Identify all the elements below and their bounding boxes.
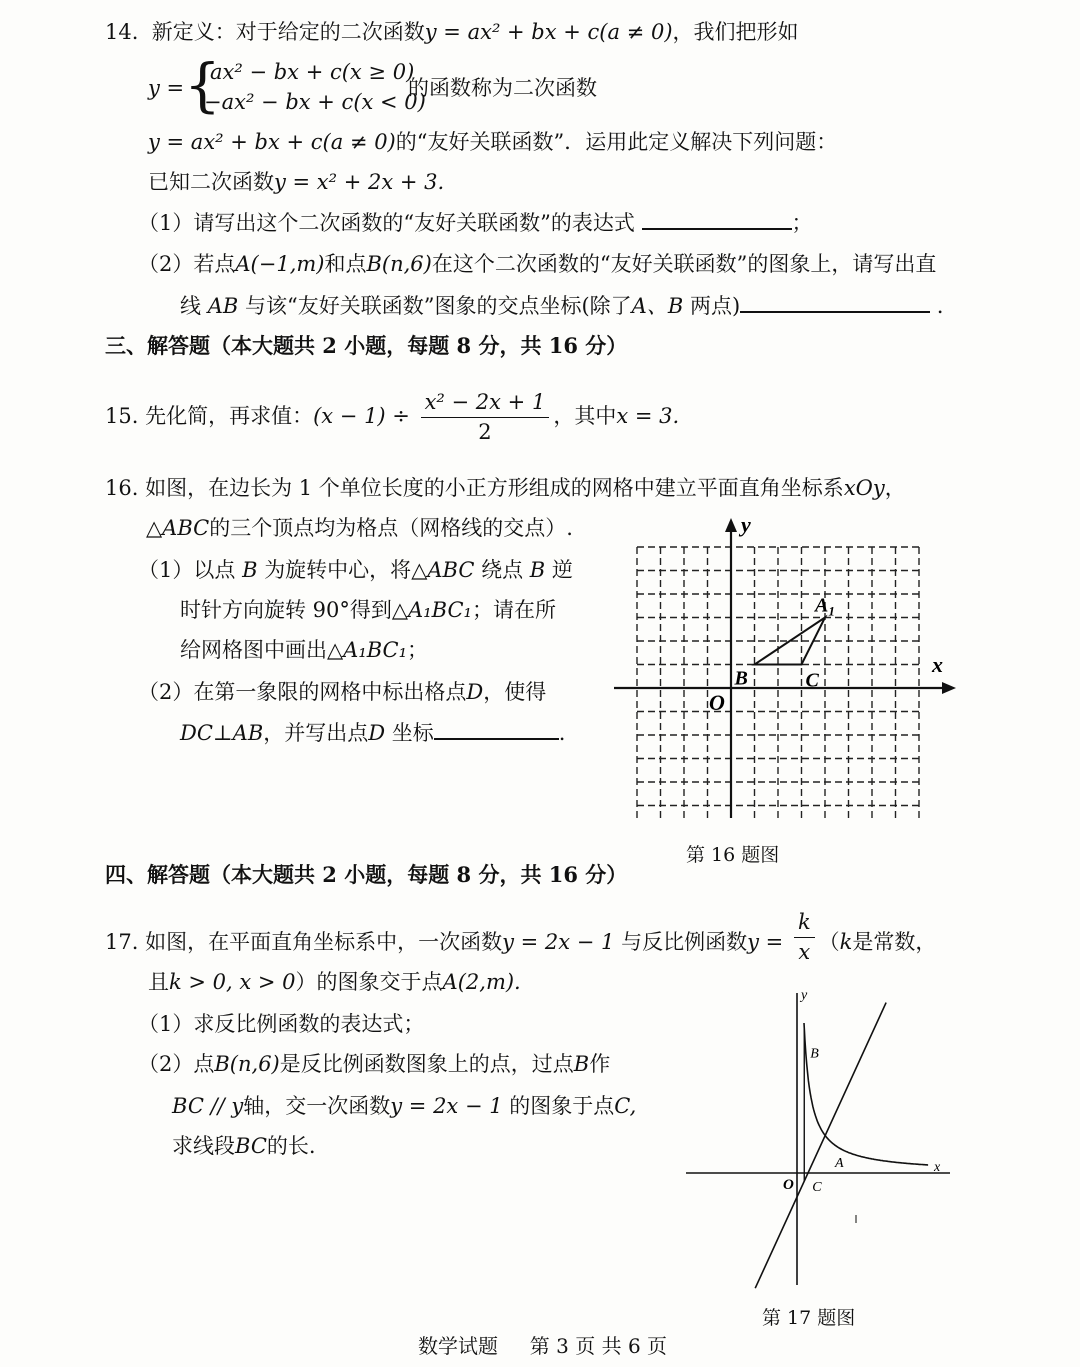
q15-cond: x = 3. [616,404,680,429]
q14-part2-answer-blank[interactable] [740,293,930,313]
q14-def-tail: 的“友好关联函数”．运用此定义解决下列问题： [395,130,838,154]
q16-l2: 的三个顶点均为格点（网格线的交点）. [209,516,573,540]
q17-frac-den: x [798,940,811,965]
q17-l1d: 是常数， [852,930,937,955]
q14-p2-g: 两点) [689,294,741,318]
q14-p2-b: 和点 [324,252,367,276]
q14-p2-f: A、B [631,294,684,318]
q16-grid [637,547,919,820]
q16-l1-xoy: xOy [843,476,885,500]
q14-line1 [105,20,799,45]
q14-part2-line2 [180,293,958,319]
q14-definition [148,130,837,155]
q17-p2-b2: B [573,1052,590,1076]
q17-figure-caption: 第 17 题图 [762,1307,856,1329]
q14-p2-e: 与该“友好关联函数”图象的交点坐标(除了 [244,294,632,318]
q17-fraction [794,910,815,965]
q17-linear-line [755,1003,886,1289]
q17-part2-line1 [138,1052,610,1077]
q16-l2-triangle: △ABC [146,516,210,540]
q16-point-b-label: B [734,667,748,690]
q17-l1b: 与反比例函数 [621,930,748,955]
section-4-heading: 四、解答题（本大题共 2 小题，每题 8 分，共 16 分） [105,862,628,887]
q15 [105,390,679,445]
q17-origin-label: O [783,1177,794,1193]
q14-p2-point-a: A(−1,m) [235,252,325,276]
q15-text: 先化简，再求值： [145,404,314,429]
q16-part1-line1 [138,558,573,583]
q14-def-formula: y = ax² + bx + c(a ≠ 0) [148,130,396,154]
q14-given-formula: y = x² + 2x + 3. [274,170,445,194]
q16-p1-b: 为旋转中心，将 [264,558,412,582]
q17-part2-line2 [172,1094,636,1119]
piecewise-case2: −ax² − bx + c(x < 0) [204,90,426,114]
q16-l1: 如图，在边长为 1 个单位长度的小正方形组成的网格中建立平面直角坐标系 [145,476,844,500]
q16-part1-line2 [180,598,556,623]
q16-p1-b-point: B [242,558,258,582]
q17-linear-fn: y = 2x − 1 [502,930,615,955]
q15-tail: ，其中 [553,404,617,429]
q14-part1-text: （1）请写出这个二次函数的“友好关联函数”的表达式 [138,211,635,235]
q14-p2-d: 线 [180,294,201,318]
q17-p2-point-c: C, [614,1094,637,1118]
q14-part2-line1 [138,252,936,277]
q17-p2-l2f: y = 2x − 1 [390,1094,503,1118]
q17-l1k: k [839,930,853,955]
q17-p2-l2b: 的图象于点 [509,1094,615,1118]
q17-y-axis-label: y [801,988,808,1003]
q15-fraction [421,390,550,445]
footer-page-number: 第 3 页 共 6 页 [529,1334,668,1358]
q16-figure [610,510,960,820]
q17-p2-l2a: 轴，交一次函数 [243,1094,391,1118]
piecewise-case1: ax² − bx + c(x ≥ 0) [210,60,415,84]
q16-p2-l2a: ，并写出点 [263,721,369,745]
q17-point-b-label: B [810,1046,819,1062]
q16-p1-l3b: ； [407,638,429,662]
q16-part1-line3 [180,638,428,663]
q17-p2-b: 是反比例函数图象上的点，过点 [279,1052,574,1076]
q17-p2-l3b: 的长. [266,1134,316,1158]
q16-p2-end: . [558,721,566,745]
piecewise-y: y = [148,76,185,100]
q16-number: 16. [105,476,139,500]
q14-given-label: 已知二次函数 [148,170,274,194]
q16-part2-line1 [138,680,546,705]
q14-p2-end: ． [936,294,958,318]
brace-icon: { [184,51,221,119]
q17-p2-bc: BC [235,1134,267,1158]
page-footer [418,1334,667,1358]
q17-part2-line3 [172,1134,316,1159]
q17-part1: （1）求反比例函数的表达式； [138,1012,425,1036]
q16-point-a-sub: 1 [828,603,835,619]
q17-x-axis-label: x [934,1160,941,1175]
q17-l2b: ）的图象交于点 [295,970,443,994]
q17-p2-l3a: 求线段 [172,1134,235,1158]
q16-p2-a: （2）在第一象限的网格中标出格点 [138,680,467,704]
q17-line2 [148,970,521,995]
q17-l1c: （ [818,930,840,955]
q14-number: 14. [105,20,139,44]
q16-p1-l2m: △A₁BC₁ [391,598,472,622]
q17-point-a-label: A [835,1156,844,1171]
q16-x-arrow-icon [942,682,956,694]
q14-intro: 新定义：对于给定的二次函数 [151,20,425,44]
q16-point-a-label [813,595,835,619]
q17-point-c-label: C [812,1180,822,1196]
q16-part2-line2 [180,720,565,746]
q14-p2-c: 在这个二次函数的“友好关联函数”的图象上，请写出直 [431,252,937,276]
q17-p2-point-b: B(n,6) [214,1052,280,1076]
q14-intro-tail: ，我们把形如 [672,20,799,44]
q17-p2-parallel: BC // y [172,1094,244,1118]
q14-part1-answer-blank[interactable] [642,210,792,230]
q16-p2-d-point: D [466,680,484,704]
footer-subject: 数学试题 [418,1334,498,1358]
q16-p1-l3m: △A₁BC₁ [327,638,408,662]
q17-l2m: k > 0, x > 0 [169,970,296,994]
q16-line1 [105,476,906,501]
q17-number: 17. [105,930,139,955]
q16-p1-l2b: ；请在所 [471,598,556,622]
q17-p2-c: 作 [589,1052,611,1076]
q14-part1-end: ； [791,211,813,235]
q16-x-axis-label: x [932,652,943,677]
section-3-heading: 三、解答题（本大题共 2 小题，每题 8 分，共 16 分） [105,333,628,358]
q16-answer-blank[interactable] [434,720,559,740]
q14-part1 [138,210,813,236]
q14-p2-ab: AB [207,294,239,318]
q16-p2-d-point2: D [368,721,386,745]
q16-line2 [146,516,573,541]
q15-number: 15. [105,404,139,429]
q16-p1-d: 逆 [551,558,573,582]
q16-point-c-label: C [805,669,819,692]
q17-p2-a: （2）点 [138,1052,215,1076]
q14-p2-point-b: B(n,6) [366,252,432,276]
q17-l1a: 如图，在平面直角坐标系中，一次函数 [145,930,503,955]
q16-p1-l3a: 给网格图中画出 [180,638,327,662]
q15-frac-den: 2 [478,420,492,445]
q17-l1y: y = [747,930,784,955]
q16-origin-label: O [709,690,725,715]
q16-figure-caption: 第 16 题图 [686,844,780,866]
q17-line1 [105,910,936,965]
q14-given [148,170,444,195]
q17-frac-num: k [794,910,815,938]
q16-p1-triangle: △ABC [411,558,475,582]
q15-frac-num: x² − 2x + 1 [421,390,550,418]
q17-l2a: 且 [148,970,169,994]
q17-hyperbola [804,1023,928,1165]
q16-axes [614,518,956,818]
q17-point-a: A(2,m). [442,970,521,994]
piecewise-tail: 的函数称为二次函数 [408,76,597,100]
q16-p1-a: （1）以点 [138,558,236,582]
q16-y-arrow-icon [725,518,737,532]
q14-p2-a: （2）若点 [138,252,236,276]
q16-p2-l2b: 坐标 [391,721,434,745]
q16-p1-l2a: 时针方向旋转 90°得到 [180,598,392,622]
q16-l1-end: ， [884,476,906,500]
q17-figure [680,985,970,1295]
q16-point-a-letter: A [815,594,829,617]
q14-piecewise [148,51,848,120]
q16-p1-c: 绕点 [481,558,524,582]
q17-axes [686,993,950,1285]
q16-y-axis-label: y [741,512,751,537]
q15-expr: (x − 1) ÷ [313,404,410,429]
q14-intro-formula: y = ax² + bx + c(a ≠ 0) [424,20,673,44]
q16-p2-perp: DC⊥AB [180,721,264,745]
q16-p1-b-point2: B [529,558,546,582]
q16-p2-b: ，使得 [483,680,547,704]
